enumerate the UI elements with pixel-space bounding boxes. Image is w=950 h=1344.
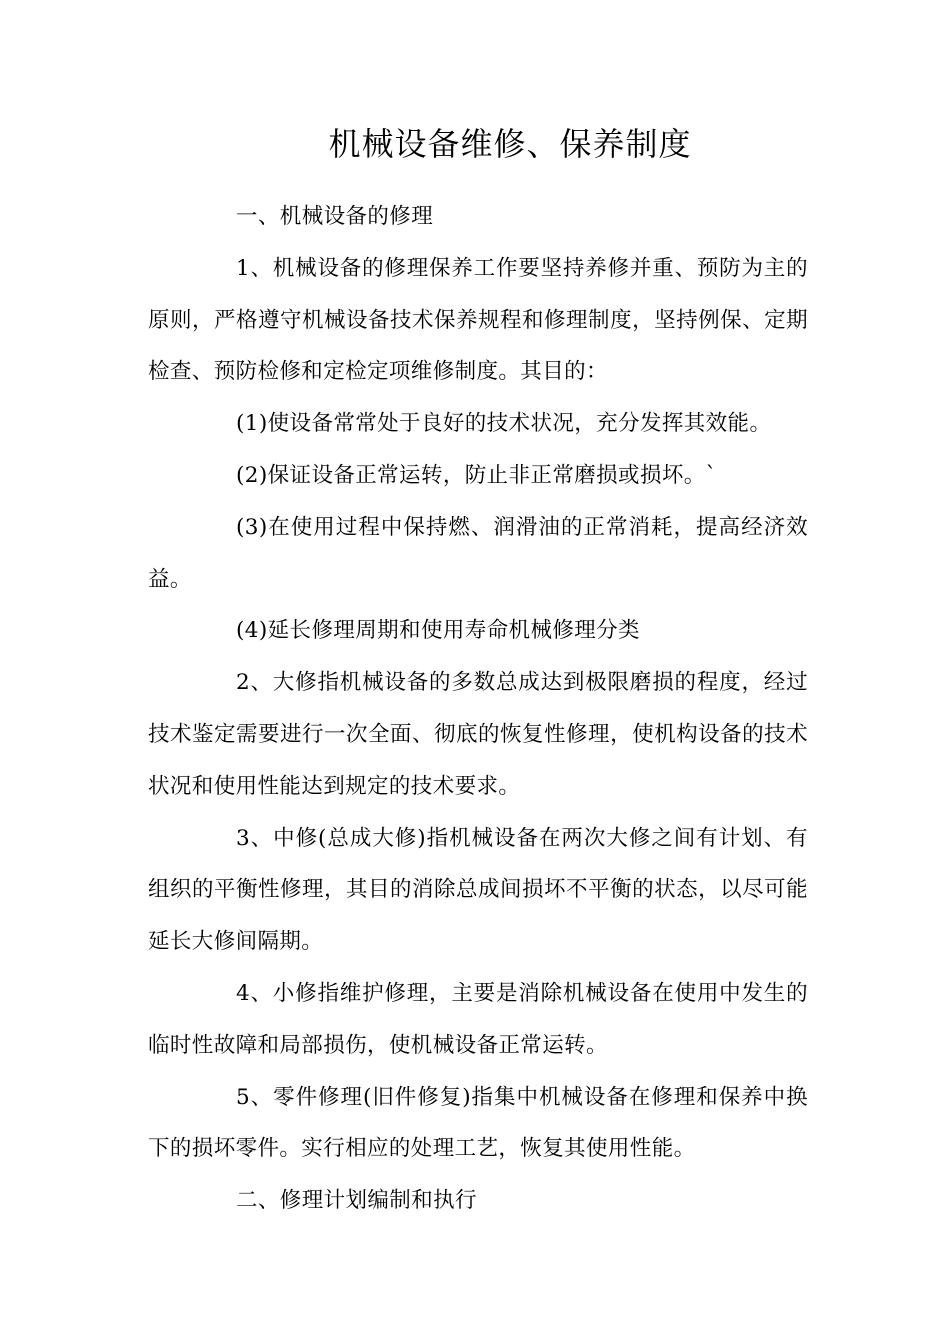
paragraph-1: 1、机械设备的修理保养工作要坚持养修并重、预防为主的原则，严格遵守机械设备技术保养规程和修理制度，坚持例保、定期检查、预防检修和定检定项维修制度。其目的：: [148, 255, 808, 385]
title-block: [0, 120, 950, 170]
document-title: 机械设备维修、保养制度: [328, 125, 692, 163]
paragraph-2: 2、大修指机械设备的多数总成达到极限磨损的程度，经过技术鉴定需要进行一次全面、彻底的恢复性修理，使机构设备的技术状况和使用性能达到规定的技术要求。: [148, 670, 808, 799]
paragraph-5: 5、零件修理(旧件修复)指集中机械设备在修理和保养中换下的损坏零件。实行相应的处理工艺，恢复其使用性能。: [148, 1084, 808, 1162]
list-item-1: (1)使设备常常处于良好的技术状况，充分发挥其效能。: [236, 411, 772, 437]
paragraph-3: 3、中修(总成大修)指机械设备在两次大修之间有计划、有组织的平衡性修理，其目的消除总成间损坏不平衡的状态，以尽可能延长大修间隔期。: [148, 825, 808, 955]
section-heading-1: 一、机械设备的修理: [236, 204, 434, 229]
list-item-3: (3)在使用过程中保持燃、润滑油的正常消耗，提高经济效益。: [148, 514, 808, 592]
list-item-4: (4)延长修理周期和使用寿命机械修理分类: [236, 618, 640, 644]
list-item-2: (2)保证设备正常运转，防止非正常磨损或损坏。`: [236, 462, 717, 488]
section-heading-2: 二、修理计划编制和执行: [236, 1188, 477, 1214]
document-body: [148, 191, 808, 1227]
paragraph-4: 4、小修指维护修理，主要是消除机械设备在使用中发生的临时性故障和局部损伤，使机械设备正常运转。: [148, 980, 808, 1058]
